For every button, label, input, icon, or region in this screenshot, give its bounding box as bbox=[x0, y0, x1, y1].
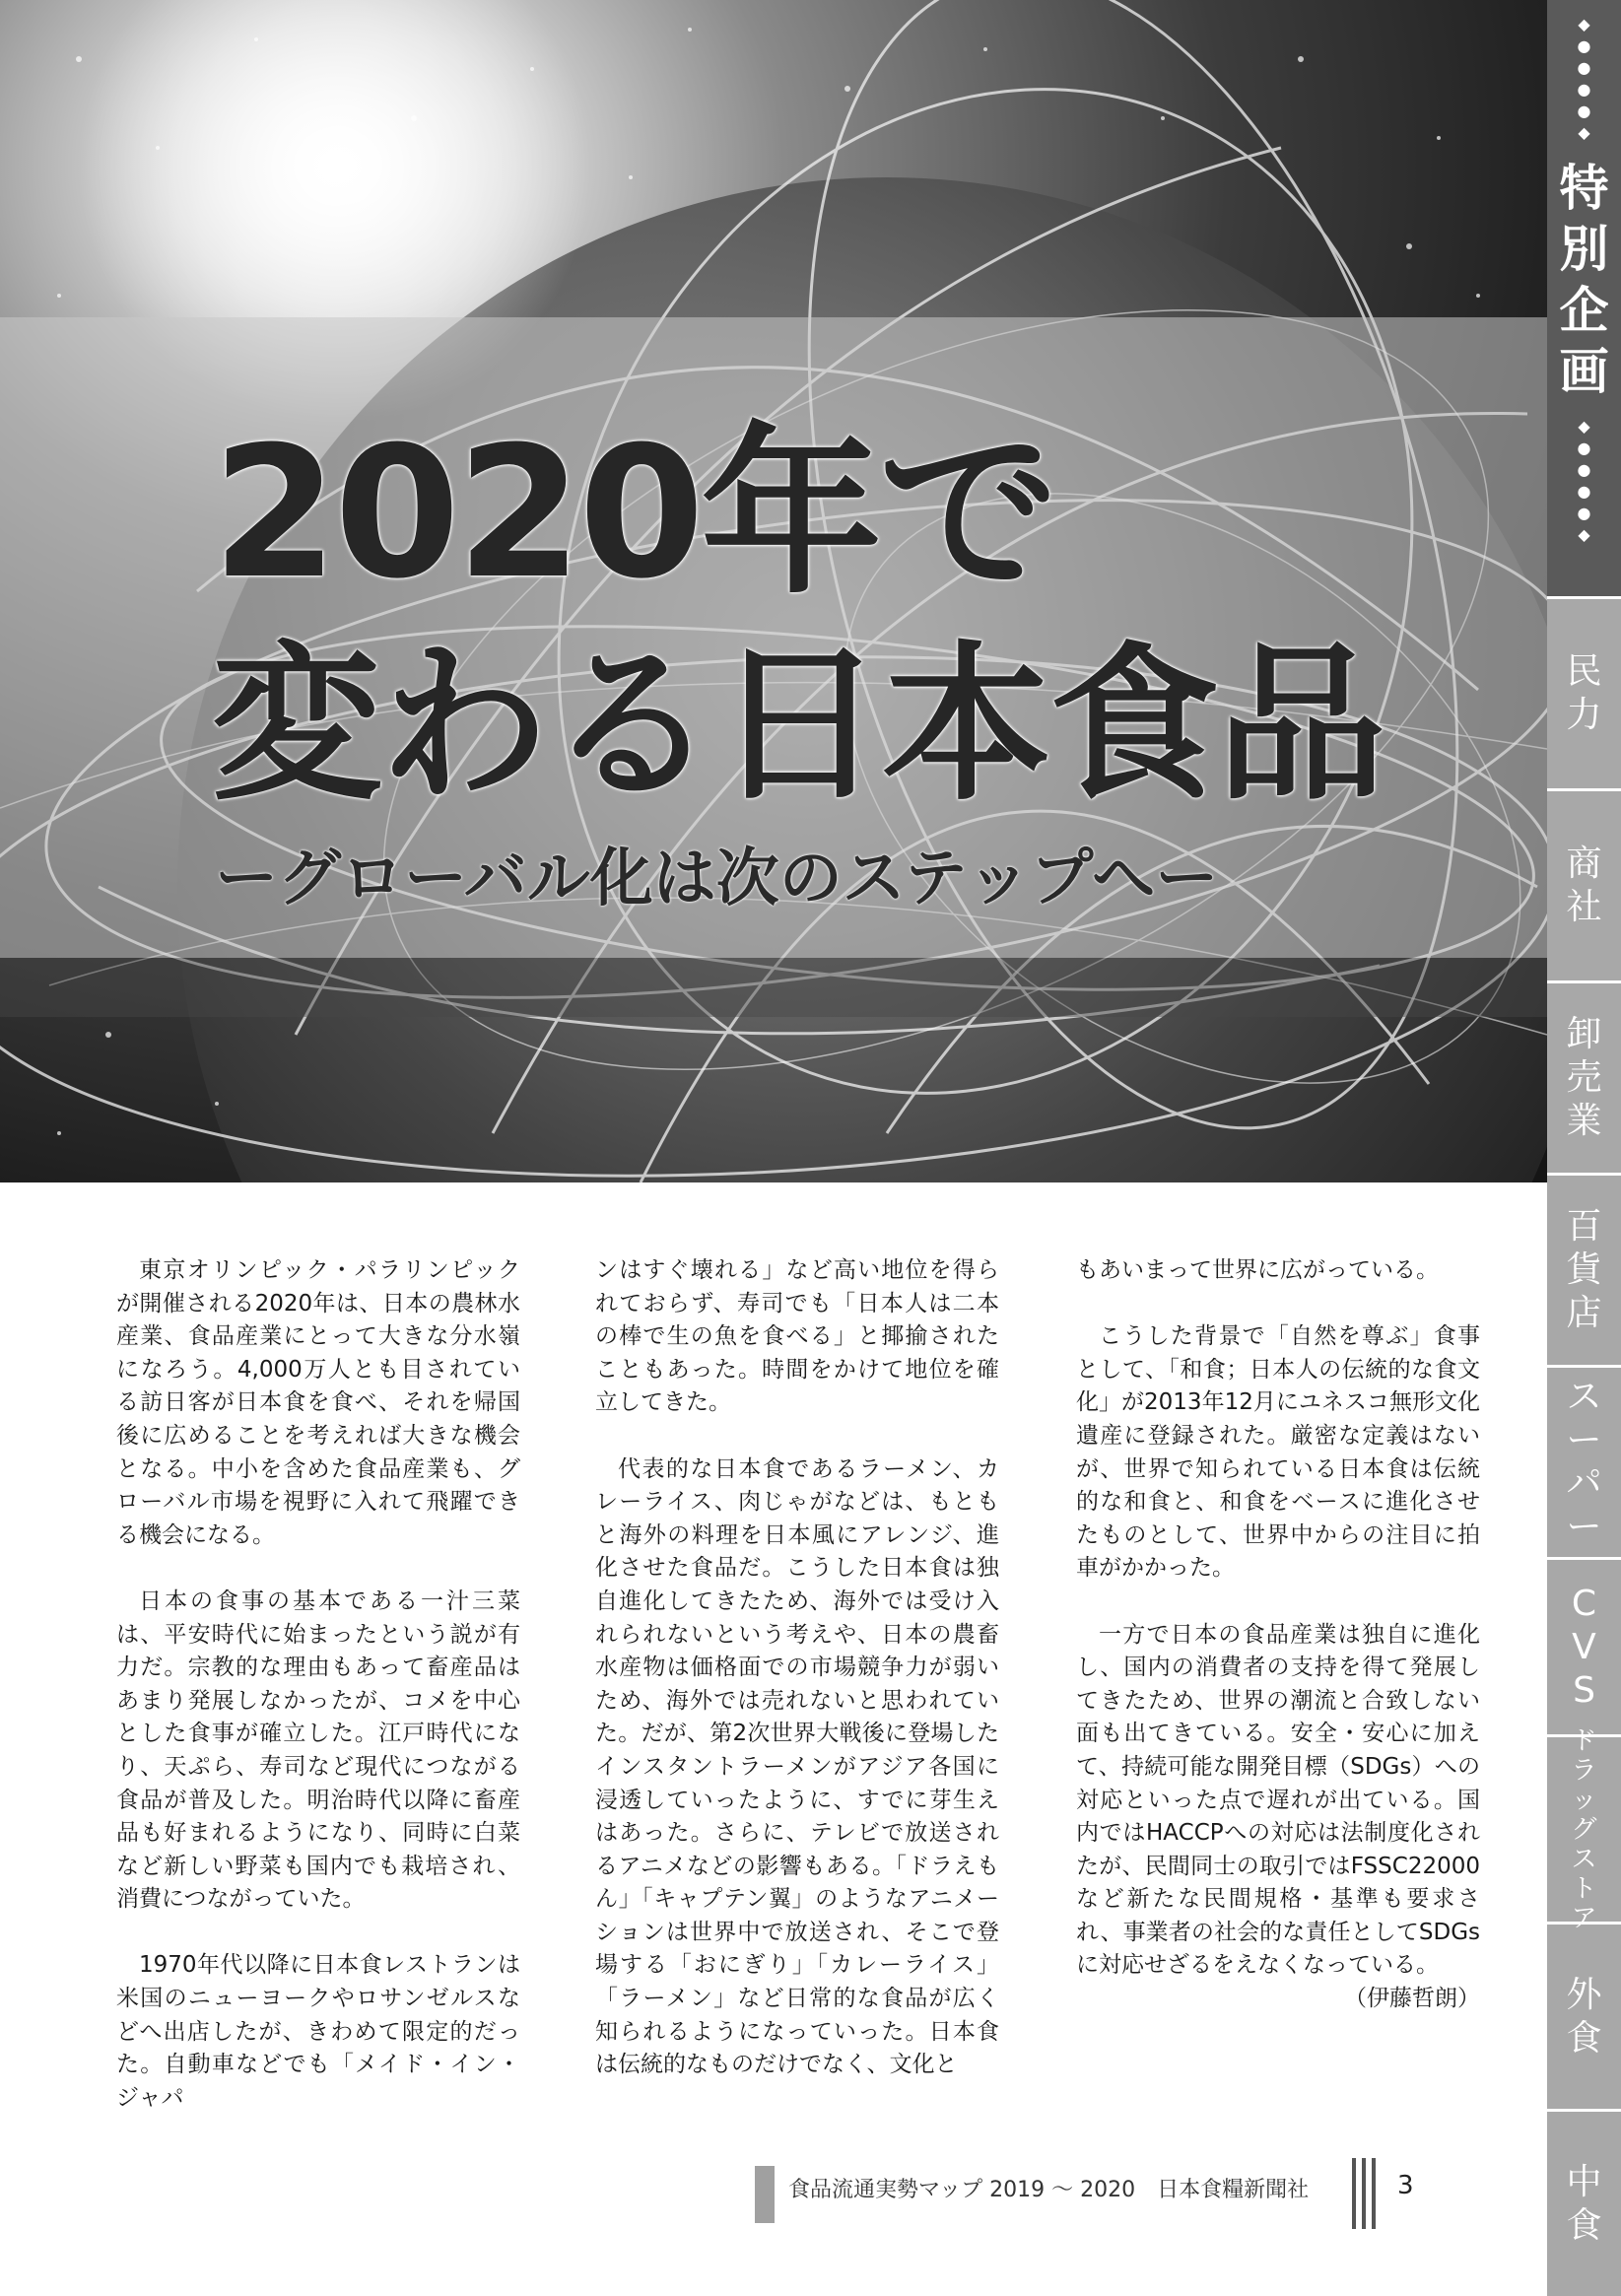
paragraph: 一方で日本の食品産業は独自に進化し、国内の消費者の支持を得て発展してきたため、世界の潮流と合致しない面も出てきている。安全・安心に加えて、持続可能な開発目標（SDGs）への対応といった点で遅れが出ている。国内ではHACCPへの対応は法制度化されたが、民間同士の取引ではFSSC22000など新たな民間規格・基準も要求され、事業者の社会的な責任としてSDGsに対応せざるをえなくなっている。 bbox=[1076, 1621, 1480, 1979]
paragraph: ンはすぐ壊れる」など高い地位を得られておらず、寿司でも「日本人は二本の棒で生の魚を食べる」と揶揄されたこともあった。時間をかけて地位を確立してきた。 bbox=[595, 1257, 999, 1416]
tab-5[interactable]: ス ー パ ー bbox=[1547, 1365, 1621, 1557]
footer-stripe bbox=[1362, 2158, 1366, 2229]
footer-stripe bbox=[1372, 2158, 1376, 2229]
publication-name: 食品流通実勢マップ 2019 〜 2020 日本食糧新聞社 bbox=[788, 2178, 1310, 2202]
article-column-3 bbox=[1076, 1254, 1480, 2016]
tab-3[interactable]: 卸 売 業 bbox=[1547, 980, 1621, 1173]
tab-feature[interactable] bbox=[1547, 0, 1621, 596]
tab-feature-label: 特 別 企 画 bbox=[1559, 160, 1609, 400]
diamond-ornament-bottom: ◆ ● ● ● ● ◆ bbox=[1577, 417, 1591, 544]
paragraph: 1970年代以降に日本食レストランは米国のニューヨークやロサンゼルスなどへ出店したが、きわめて限定的だった。自動車などでも「メイド・イン・ジャパ bbox=[116, 1952, 520, 2111]
hero-banner bbox=[0, 0, 1547, 1182]
paragraph: 代表的な日本食であるラーメン、カレーライス、肉じゃがなどは、もともと海外の料理を日本風にアレンジ、進化させた食品だ。こうした日本食は独自進化してきたため、海外では受け入れられないという考えや、日本の農畜水産物は価格面での市場競争力が弱いため、海外では売れないと思われていた。だが、第2次世界大戦後に登場したインスタントラーメンがアジア各国に浸透していったように、すでに芽生えはあった。さらに、テレビで放送されるアニメなどの影響もある。「ドラえもん」「キャプテン翼」のようなアニメーションは世界中で放送され、そこで登場する「おにぎり」「カレーライス」「ラーメン」など日常的な食品が広く知られるようになっていった。日本食は伝統的なものだけでなく、文化と bbox=[595, 1455, 999, 2078]
tab-7[interactable]: ド ラ ッ グ ス ト ア bbox=[1547, 1734, 1621, 1922]
article-column-1 bbox=[116, 1254, 520, 2148]
article-column-2 bbox=[595, 1254, 999, 2115]
tab-6[interactable]: C V S bbox=[1547, 1557, 1621, 1734]
headline-line-2: 変わる日本食品 bbox=[212, 626, 1385, 824]
tab-2[interactable]: 商 社 bbox=[1547, 788, 1621, 980]
footer-stripe bbox=[1352, 2158, 1356, 2229]
page-number: 3 bbox=[1397, 2171, 1414, 2200]
diamond-ornament-top: ◆ ● ● ● ● ◆ bbox=[1577, 15, 1591, 142]
headline-line-1: 2020年で bbox=[212, 408, 1056, 619]
tab-8[interactable]: 外 食 bbox=[1547, 1922, 1621, 2109]
tab-1[interactable]: 民 力 bbox=[1547, 596, 1621, 788]
paragraph: もあいまって世界に広がっている。 bbox=[1076, 1257, 1439, 1283]
paragraph: 日本の食事の基本である一汁三菜は、平安時代に始まったという説が有力だ。宗教的な理由もあって畜産品はあまり発展しなかったが、コメを中心とした食事が確立した。江戸時代になり、天ぷら、寿司など現代につながる食品が普及した。明治時代以降に畜産品も好まれるようになり、同時に白菜など新しい野菜も国内でも栽培され、消費につながっていた。 bbox=[116, 1587, 520, 1913]
subtitle: ーグローバル化は次のステップへー bbox=[215, 843, 1219, 915]
footer-bar bbox=[755, 2166, 775, 2223]
paragraph: 東京オリンピック・パラリンピックが開催される2020年は、日本の農林水産業、食品産業にとって大きな分水嶺になろう。4,000万人とも目されている訪日客が日本食を食べ、それを帰国後に広めることを考えれば大きな機会となる。中小を含めた食品産業も、グローバル市場を視野に入れて飛躍できる機会になる。 bbox=[116, 1257, 520, 1548]
tab-4[interactable]: 百 貨 店 bbox=[1547, 1173, 1621, 1365]
tab-9[interactable]: 中 食 bbox=[1547, 2109, 1621, 2296]
author-byline: （伊藤哲朗） bbox=[1344, 1986, 1480, 2012]
side-index bbox=[1547, 0, 1621, 2296]
title-band-shadow bbox=[0, 958, 1547, 1017]
paragraph: こうした背景で「自然を尊ぶ」食事として、「和食；日本人の伝統的な食文化」が2013年12月にユネスコ無形文化遺産に登録された。厳密な定義はないが、世界で知られている日本食は伝統的な和食と、和食をベースに進化させたものとして、世界中からの注目に拍車がかかった。 bbox=[1076, 1323, 1480, 1582]
